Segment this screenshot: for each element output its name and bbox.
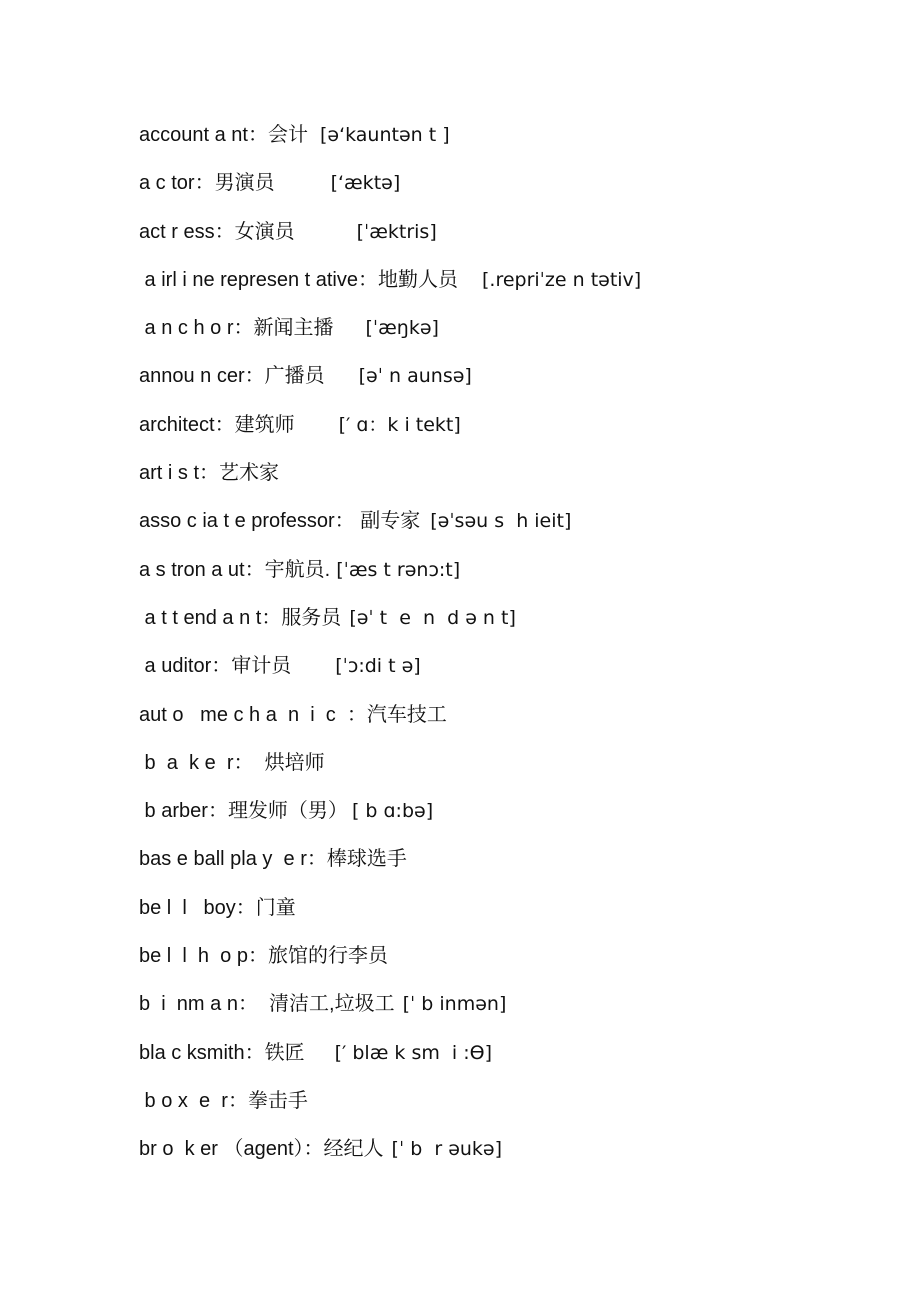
chinese-meaning: 会计 xyxy=(267,124,308,146)
colon-separator: ： xyxy=(237,993,258,1016)
chinese-meaning: 广播员 xyxy=(264,365,325,388)
chinese-meaning: 清洁工,垃圾工 xyxy=(257,993,395,1016)
colon-separator: ： xyxy=(244,558,265,581)
colon-separator: ： xyxy=(207,800,228,823)
phonetic-transcription: [ b ɑ:bə] xyxy=(351,800,434,823)
chinese-meaning: 烘培师 xyxy=(253,751,325,774)
phonetic-transcription: [ə‘kauntən t ] xyxy=(319,124,450,146)
english-word: b a k e r xyxy=(139,751,234,774)
colon-separator: ： xyxy=(227,1089,248,1112)
english-word: bla c ksmith xyxy=(139,1041,245,1064)
english-word: annou n cer xyxy=(139,365,245,388)
colon-separator: ： xyxy=(244,365,265,388)
phonetic-transcription: [əˈsəu s h ieit] xyxy=(430,510,572,533)
vocab-entry xyxy=(139,942,880,990)
vocab-entry xyxy=(139,845,880,893)
chinese-meaning: 副专家 xyxy=(354,510,421,533)
phonetic-transcription: [əˈ n aunsə] xyxy=(358,365,472,388)
phonetic-transcription: [′ blæ k sm i :Ɵ] xyxy=(334,1041,493,1064)
colon-separator: ： xyxy=(233,317,254,340)
chinese-meaning: 棒球选手 xyxy=(326,848,407,871)
english-word: be l l h o p xyxy=(139,945,248,968)
english-word: account a nt xyxy=(139,124,248,146)
vocab-entry xyxy=(139,1039,880,1087)
english-word: b i nm a n xyxy=(139,993,238,1016)
colon-separator: ： xyxy=(303,1138,324,1161)
vocab-entry xyxy=(139,218,880,266)
chinese-meaning: 审计员 xyxy=(231,655,292,678)
colon-separator: ： xyxy=(214,220,235,243)
chinese-meaning: 女演员 xyxy=(234,220,295,243)
colon-separator: ： xyxy=(211,655,232,678)
english-word: architect xyxy=(139,413,215,436)
phonetic-transcription: [.repriˈze n tətiv] xyxy=(482,268,642,291)
english-word: a uditor xyxy=(139,655,212,678)
phonetic-transcription: [ˈ b r əukə] xyxy=(391,1138,503,1161)
vocab-entry xyxy=(139,362,880,410)
phonetic-transcription: [əˈ t e n d ə n t] xyxy=(349,606,516,629)
colon-separator: ： xyxy=(235,896,256,919)
english-word: a t t end a n t xyxy=(139,606,262,629)
vocab-entry xyxy=(139,121,880,169)
colon-separator: ： xyxy=(199,462,220,485)
vocab-entry xyxy=(139,894,880,942)
colon-separator: ： xyxy=(247,124,268,146)
phonetic-transcription: [ˈ b inmən] xyxy=(402,993,507,1016)
english-word: act r ess xyxy=(139,220,215,243)
vocab-entry xyxy=(139,507,880,555)
english-word: a s tron a ut xyxy=(139,558,245,581)
colon-separator: ： xyxy=(261,606,282,629)
colon-separator: ： xyxy=(244,1041,265,1064)
english-word: be l l boy xyxy=(139,896,236,919)
chinese-meaning: 门童 xyxy=(255,896,296,919)
english-word: a irl i ne represen t ative xyxy=(139,268,358,291)
vocab-entry xyxy=(139,266,880,314)
chinese-meaning: 宇航员. xyxy=(264,558,331,581)
english-word: a c tor xyxy=(139,172,195,195)
vocab-entry xyxy=(139,411,880,459)
vocab-entry xyxy=(139,314,880,362)
vocab-entry xyxy=(139,990,880,1038)
english-word: aut o me c h a n i c xyxy=(139,703,347,726)
phonetic-transcription: [′ ɑ：k i tekt] xyxy=(338,413,461,436)
vocab-entry xyxy=(139,459,880,507)
chinese-meaning: 地勤人员 xyxy=(378,268,458,291)
phonetic-transcription: [ˈæs t rənɔ:t] xyxy=(336,558,461,581)
colon-separator: ： xyxy=(214,413,235,436)
vocab-entry xyxy=(139,556,880,604)
vocab-entry xyxy=(139,1087,880,1135)
english-word: bas e ball pla y e r xyxy=(139,848,307,871)
chinese-meaning: 经纪人 xyxy=(323,1138,384,1161)
vocab-entry xyxy=(139,701,880,749)
colon-separator: ： xyxy=(346,703,367,726)
chinese-meaning: 建筑师 xyxy=(234,413,295,436)
vocab-entry xyxy=(139,1135,880,1183)
colon-separator: ： xyxy=(247,945,268,968)
english-word: b arber xyxy=(139,800,208,823)
chinese-meaning: 旅馆的行李员 xyxy=(267,945,388,968)
colon-separator: ： xyxy=(306,848,327,871)
vocabulary-list xyxy=(139,121,880,1184)
colon-separator: ： xyxy=(334,510,355,533)
phonetic-transcription: [ˈɔ:di t ə] xyxy=(335,655,421,678)
chinese-meaning: 拳击手 xyxy=(247,1089,308,1112)
chinese-meaning: 艺术家 xyxy=(219,462,280,485)
phonetic-transcription: [ˈæŋkə] xyxy=(365,317,439,340)
english-word: asso c ia t e professor xyxy=(139,510,335,533)
phonetic-transcription: [ˈæktris] xyxy=(356,220,437,243)
vocab-entry xyxy=(139,604,880,652)
chinese-meaning: 汽车技工 xyxy=(366,703,447,726)
chinese-meaning: 铁匠 xyxy=(264,1041,305,1064)
vocab-entry xyxy=(139,749,880,797)
english-word: art i s t xyxy=(139,462,200,485)
colon-separator: ： xyxy=(358,268,378,291)
chinese-meaning: 男演员 xyxy=(214,172,275,195)
chinese-meaning: 服务员 xyxy=(281,606,342,629)
chinese-meaning: 新闻主播 xyxy=(253,317,334,340)
vocab-entry xyxy=(139,797,880,845)
vocab-entry xyxy=(139,652,880,700)
colon-separator: ： xyxy=(194,172,215,195)
phonetic-transcription: [‘æktə] xyxy=(330,172,401,195)
english-word: b o x e r xyxy=(139,1089,228,1112)
colon-separator: ： xyxy=(233,751,254,774)
vocab-entry xyxy=(139,169,880,217)
english-word: br o k er （agent） xyxy=(139,1138,304,1161)
english-word: a n c h o r xyxy=(139,317,234,340)
chinese-meaning: 理发师（男） xyxy=(227,800,348,823)
